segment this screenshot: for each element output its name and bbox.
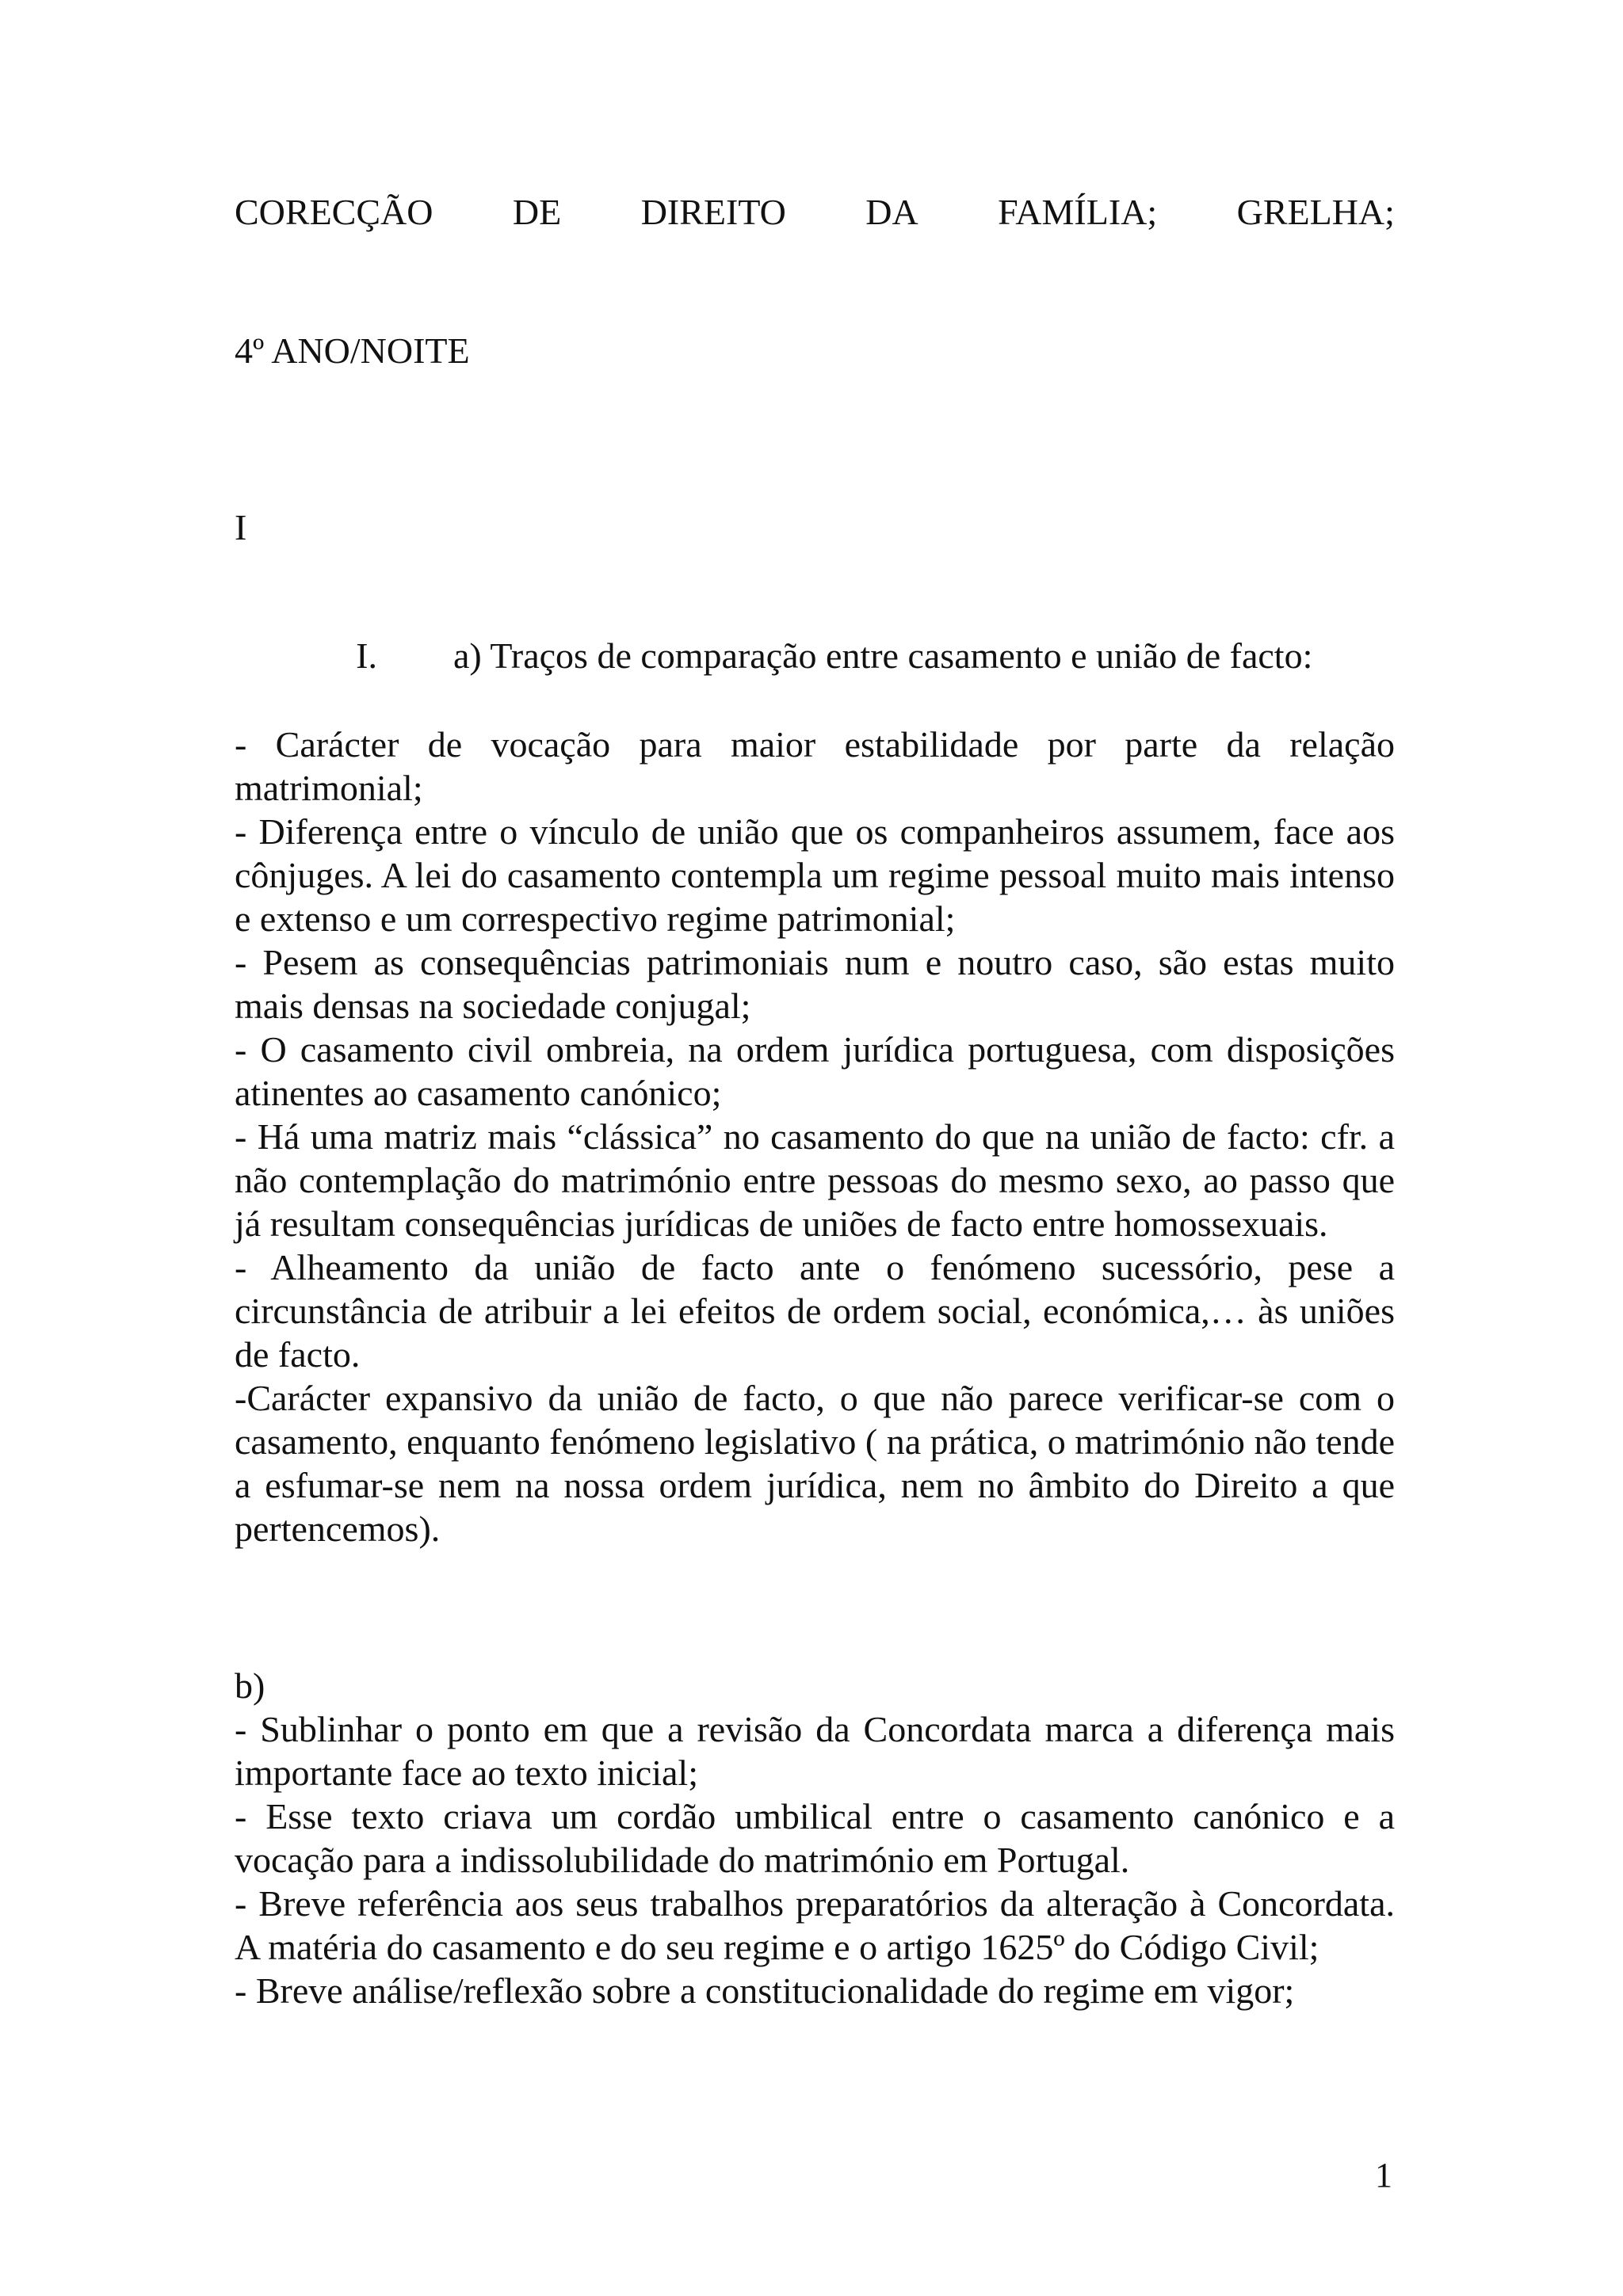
- title-word: DE: [512, 192, 562, 232]
- list-item: -Carácter expansivo da união de facto, o que não parece verificar-se com o casamento, enquanto fenómeno legislativo ( na prática, o matrimónio não tende a esfumar-se nem na nossa ordem jurídica, nem no âmbito do Direito a que pertencemos).: [235, 1378, 1395, 1549]
- section-b-list: [235, 1664, 1395, 2012]
- title-word: DA: [865, 192, 918, 232]
- list-item: - Alheamento da união de facto ante o fenómeno sucessório, pese a circunstância de atribuir a lei efeitos de ordem social, económica,… às uniões de facto.: [235, 1247, 1395, 1375]
- list-item: - Breve análise/reflexão sobre a constitucionalidade do regime em vigor;: [235, 1970, 1295, 2011]
- section-a-list: [235, 723, 1395, 1550]
- list-item: - Diferença entre o vínculo de união que os companheiros assumem, face aos cônjuges. A lei do casamento contempla um regime pessoal muito mais intenso e extenso e um correspectivo regime patrimonial;: [235, 811, 1395, 939]
- part-marker: I: [235, 507, 247, 547]
- list-item: - Há uma matriz mais “clássica” no casamento do que na união de facto: cfr. a não contemplação do matrimónio entre pessoas do mesmo sexo, ao passo que já resultam consequências jurídicas de uniões de facto entre homossexuais.: [235, 1116, 1395, 1244]
- title-word: DIREITO: [640, 192, 786, 232]
- list-item: - Pesem as consequências patrimoniais num e noutro caso, são estas muito mais densas na sociedade conjugal;: [235, 942, 1395, 1026]
- title-word: CORECÇÃO: [235, 192, 433, 232]
- title-word: GRELHA;: [1236, 192, 1395, 232]
- list-item: - Esse texto criava um cordão umbilical entre o casamento canónico e a vocação para a indissolubilidade do matrimónio em Portugal.: [235, 1796, 1395, 1880]
- page-number: 1: [1375, 2156, 1392, 2195]
- list-item: - Carácter de vocação para maior estabilidade por parte da relação matrimonial;: [235, 724, 1395, 808]
- title-word: FAMÍLIA;: [998, 192, 1158, 232]
- document-subtitle: 4º ANO/NOITE: [235, 330, 470, 371]
- list-item: - Sublinhar o ponto em que a revisão da Concordata marca a diferença mais importante face ao texto inicial;: [235, 1709, 1395, 1793]
- list-item: - O casamento civil ombreia, na ordem jurídica portuguesa, com disposições atinentes ao casamento canónico;: [235, 1029, 1395, 1113]
- section-heading: [235, 634, 1395, 677]
- section-number: I.: [356, 635, 377, 676]
- document-title: [235, 190, 1395, 234]
- section-heading-text: a) Traços de comparação entre casamento e união de facto:: [453, 635, 1313, 676]
- list-item: - Breve referência aos seus trabalhos preparatórios da alteração à Concordata. A matéria do casamento e do seu regime e o artigo 1625º do Código Civil;: [235, 1883, 1395, 1967]
- document-page: [235, 190, 1395, 2011]
- subsection-b-label: b): [235, 1665, 265, 1706]
